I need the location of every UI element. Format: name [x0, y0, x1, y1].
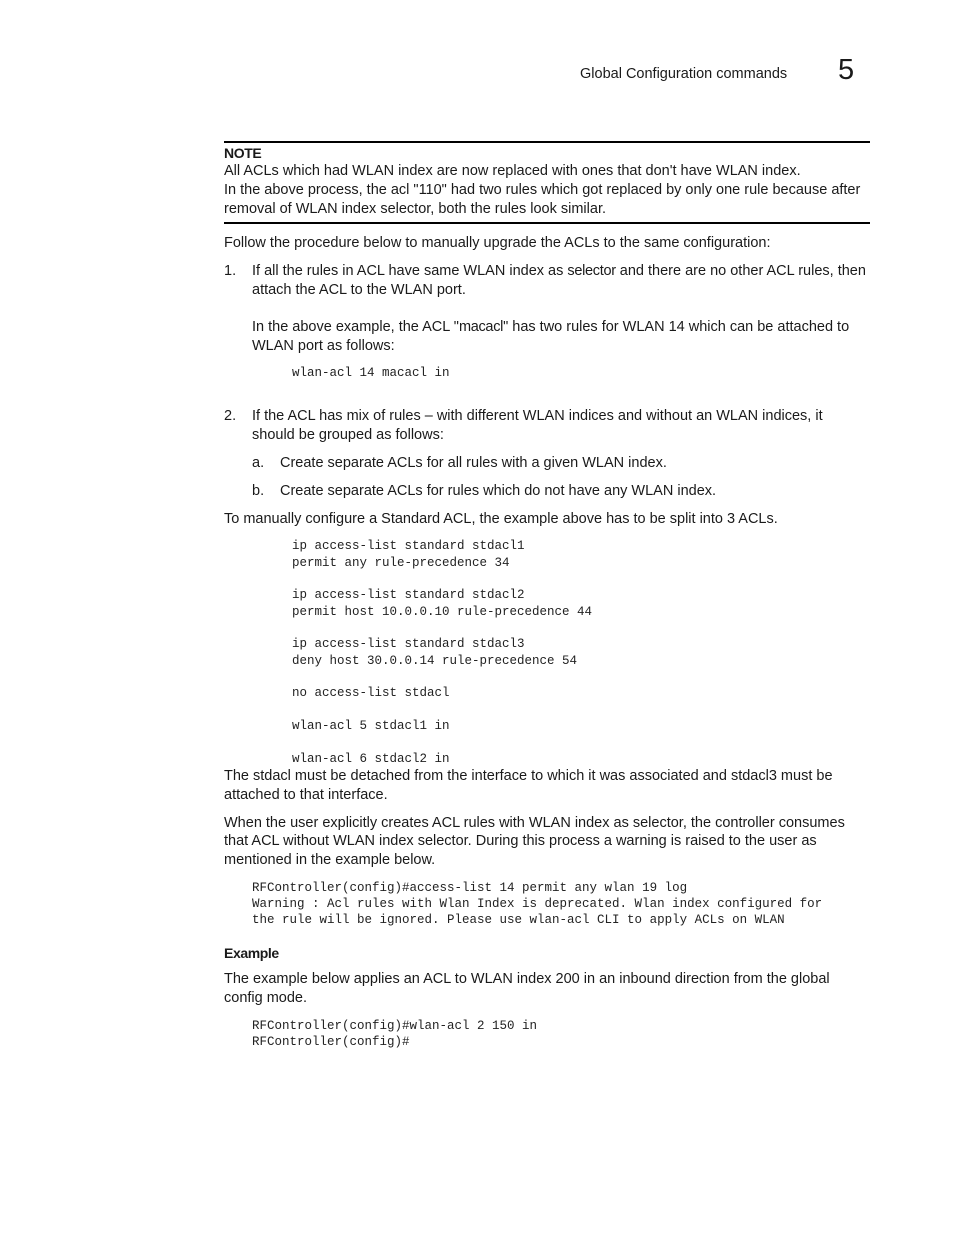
step-1-example-line-1	[252, 318, 870, 337]
step-1-number: 1.	[224, 263, 237, 279]
note-line-3: removal of WLAN index selector, both the rules look similar.	[224, 201, 606, 217]
code-line: deny host 30.0.0.14 rule-precedence 54	[292, 654, 578, 668]
code-line: permit host 10.0.0.10 rule-precedence 44	[292, 605, 593, 619]
warning-code-line: Warning : Acl rules with Wlan Index is deprecated. Wlan index configured for	[252, 897, 823, 911]
code-line: ip access-list standard stdacl3	[292, 637, 525, 651]
code-line: no access-list stdacl	[292, 686, 450, 700]
explicit-paragraph-line-1: When the user explicitly creates ACL rules with WLAN index as selector, the controller consumes	[224, 815, 845, 831]
step-1-code: wlan-acl 14 macacl in	[292, 366, 450, 380]
note-top-rule	[224, 141, 870, 143]
note-line-2: In the above process, the acl "110" had two rules which got replaced by only one rule because after	[224, 182, 861, 198]
code-line: wlan-acl 6 stdacl2 in	[292, 752, 450, 766]
example-paragraph-line-1: The example below applies an ACL to WLAN index 200 in an inbound direction from the global	[224, 971, 830, 987]
example-code-line: RFController(config)#wlan-acl 2 150 in	[252, 1019, 538, 1033]
chapter-number: 5	[838, 54, 855, 86]
step-1-line-2: attach the ACL to the WLAN port.	[252, 282, 466, 298]
detach-paragraph-line-1: The stdacl must be detached from the interface to which it was associated and stdacl3 must be	[224, 768, 833, 784]
step-1-keyword: selector	[567, 263, 616, 279]
step-1-line-1	[252, 262, 870, 281]
step-2-sub-a-label: a.	[252, 455, 265, 471]
explicit-paragraph-line-2: that ACL without WLAN index selector. During this process a warning is raised to the user as	[224, 833, 817, 849]
step-2-sub-b-label: b.	[252, 483, 265, 499]
step-2-number: 2.	[224, 408, 237, 424]
step-2-line-2: should be grouped as follows:	[252, 427, 444, 443]
code-line: wlan-acl 5 stdacl1 in	[292, 719, 450, 733]
note-label: NOTE	[224, 145, 262, 161]
step-2-sub-b-text: Create separate ACLs for rules which do not have any WLAN index.	[280, 483, 717, 499]
step-1-example-pre: In the above example, the ACL "	[252, 319, 459, 335]
warning-code-line: RFController(config)#access-list 14 permit any wlan 19 log	[252, 881, 688, 895]
example-code-line: RFController(config)#	[252, 1035, 410, 1049]
code-line: ip access-list standard stdacl2	[292, 588, 525, 602]
step-1-example-post: " has two rules for WLAN 14 which can be attached to	[503, 319, 850, 335]
code-line: permit any rule-precedence 34	[292, 556, 510, 570]
intro-paragraph: Follow the procedure below to manually upgrade the ACLs to the same configuration:	[224, 235, 771, 251]
step-1-example-keyword: macacl	[458, 319, 504, 335]
explicit-paragraph-line-3: mentioned in the example below.	[224, 852, 436, 868]
step-1-text-pre: If all the rules in ACL have same WLAN index as	[252, 263, 568, 279]
step-1-example-line-2: WLAN port as follows:	[252, 338, 395, 354]
detach-paragraph-line-2: attached to that interface.	[224, 787, 388, 803]
note-bottom-rule	[224, 222, 870, 224]
step-2-line-1: If the ACL has mix of rules – with different WLAN indices and without an WLAN indices, it	[252, 408, 823, 424]
code-line: ip access-list standard stdacl1	[292, 539, 525, 553]
example-heading: Example	[224, 945, 279, 961]
step-1-text-post: and there are no other ACL rules, then	[615, 263, 866, 279]
step-2-sub-a-text: Create separate ACLs for all rules with a given WLAN index.	[280, 455, 667, 471]
warning-code-line: the rule will be ignored. Please use wlan-acl CLI to apply ACLs on WLAN	[252, 913, 785, 927]
split-intro-paragraph: To manually configure a Standard ACL, the example above has to be split into 3 ACLs.	[224, 511, 778, 527]
note-line-1: All ACLs which had WLAN index are now replaced with ones that don't have WLAN index.	[224, 163, 801, 179]
running-header-title: Global Configuration commands	[580, 66, 788, 82]
example-paragraph-line-2: config mode.	[224, 990, 308, 1006]
